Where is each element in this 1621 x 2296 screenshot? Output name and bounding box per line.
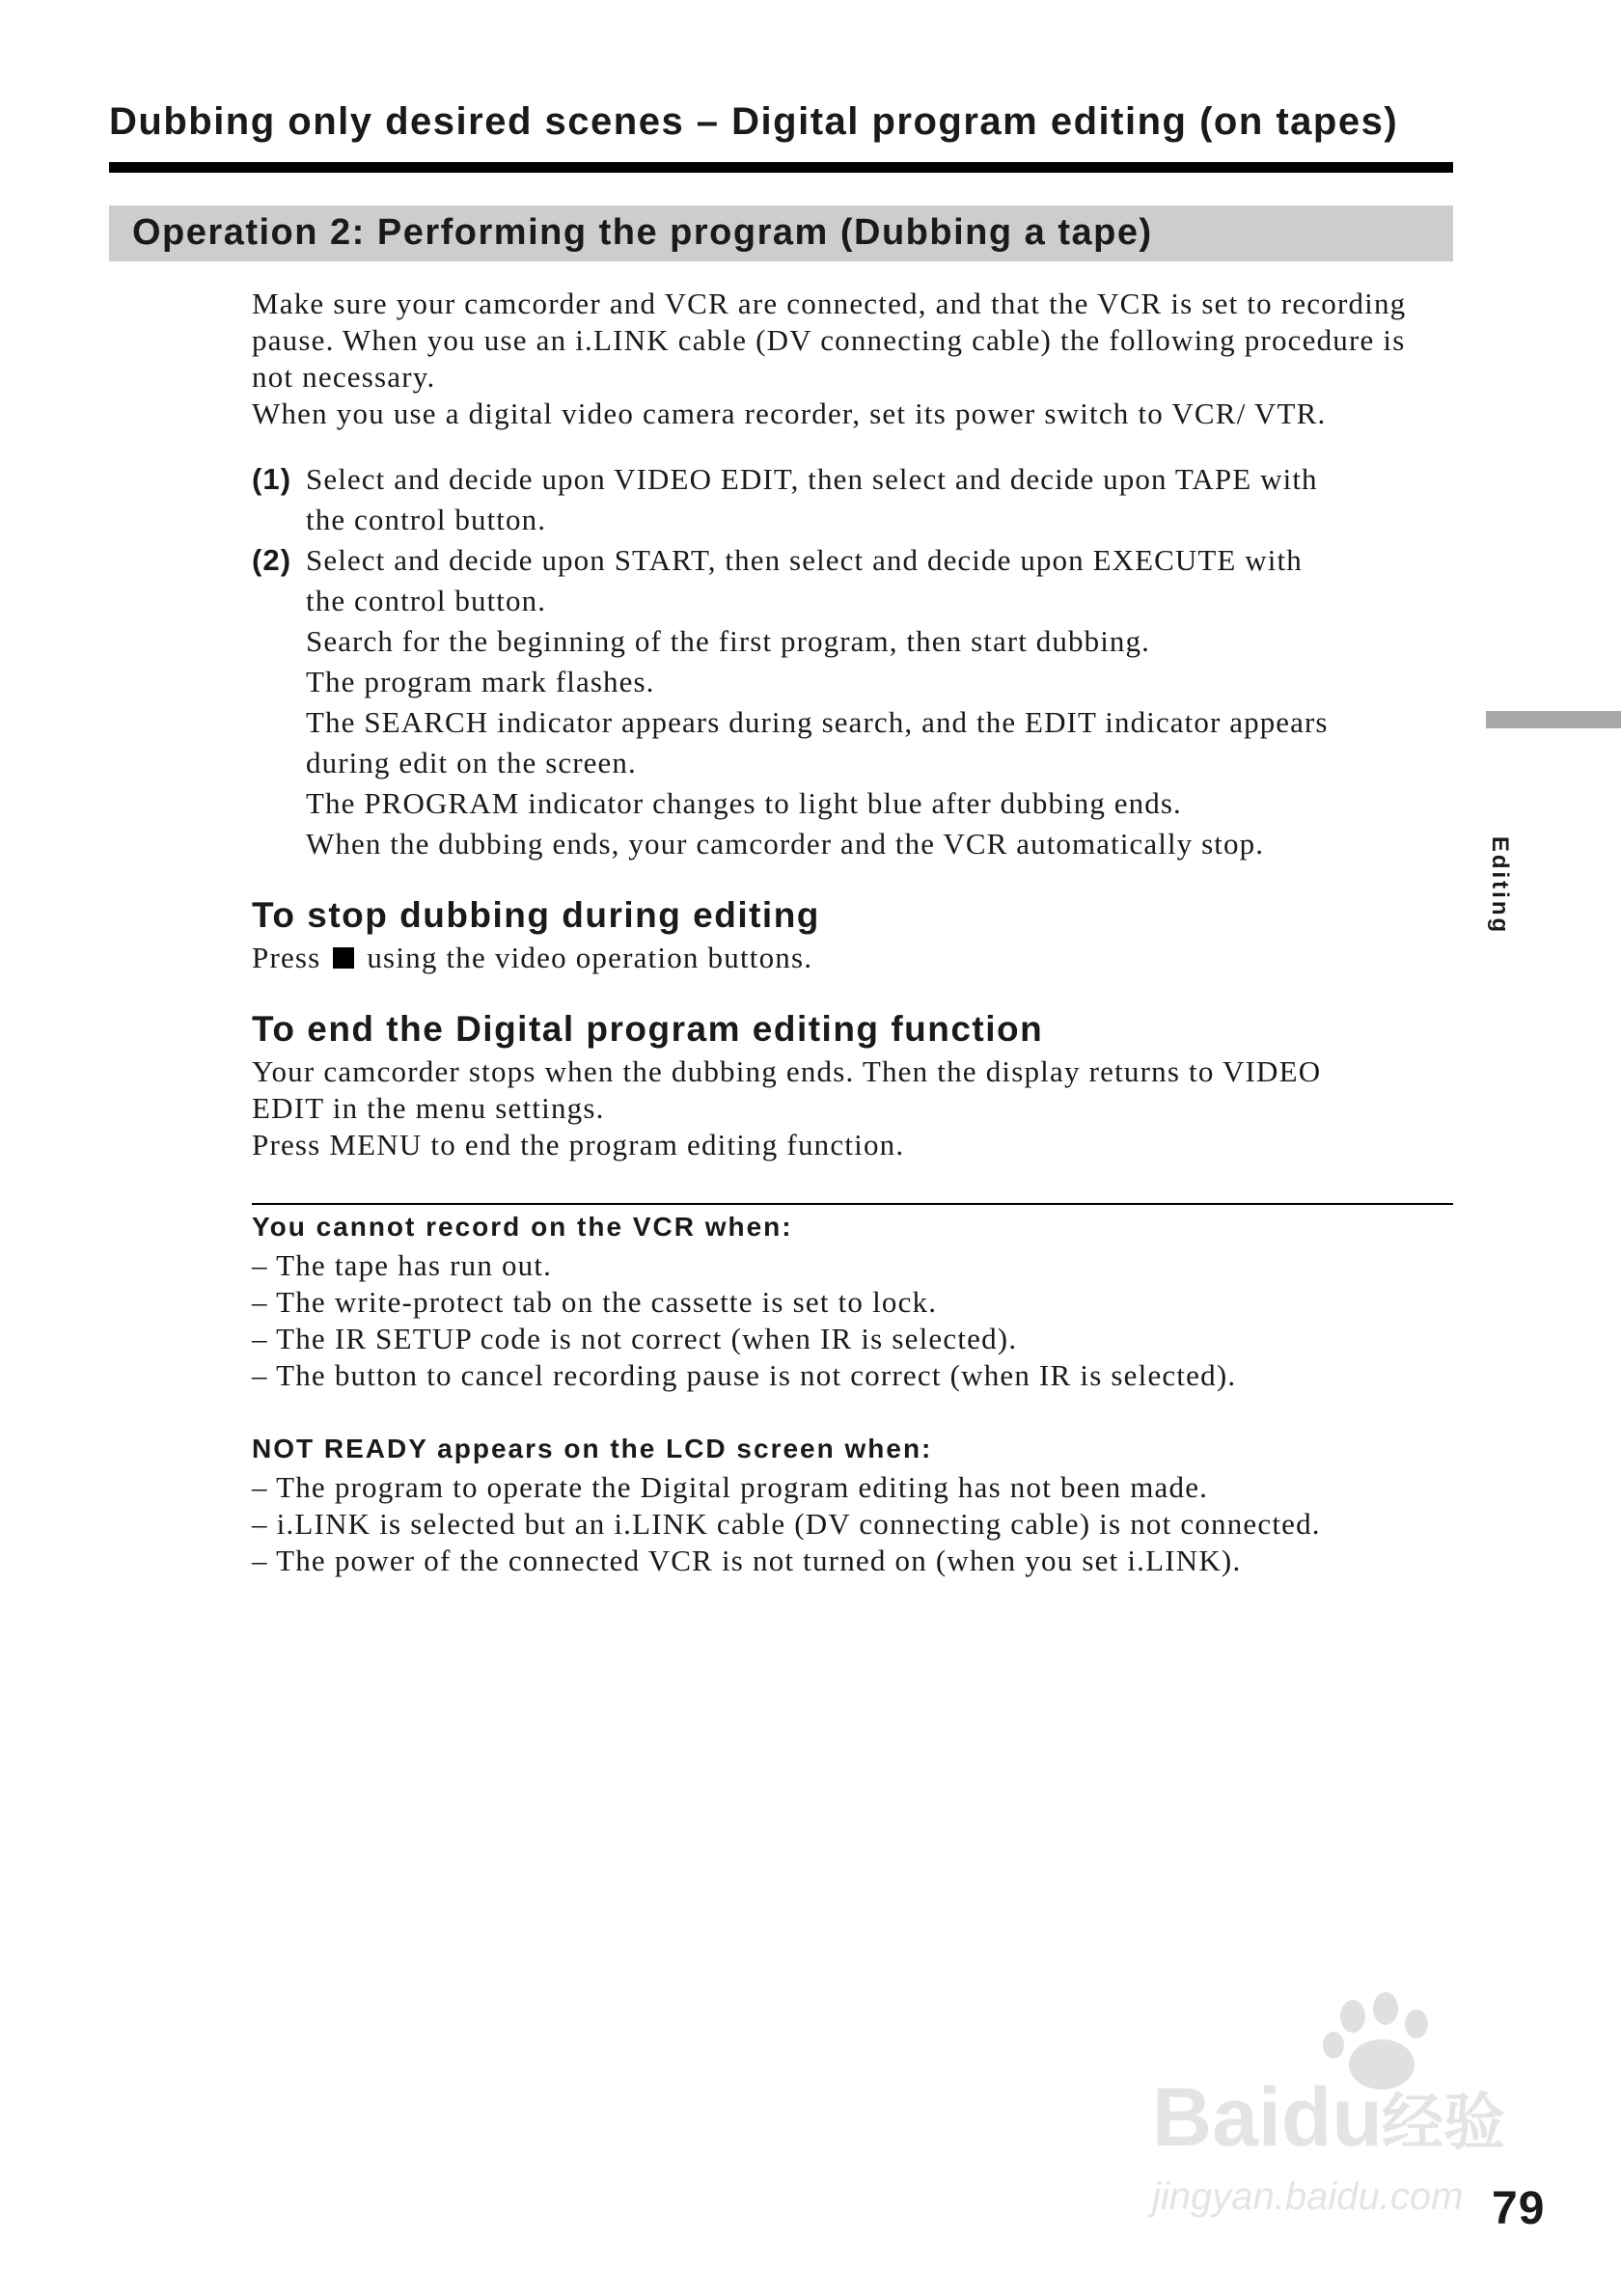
watermark-url-text: jingyan.baidu.com [1152,2175,1464,2218]
note-item: – The power of the connected VCR is not turned on (when you set i.LINK). [252,1544,1242,1577]
step-line: When the dubbing ends, your camcorder and the VCR automatically stop. [306,827,1265,861]
stop-text-after: using the video operation buttons. [367,941,813,974]
note-list [252,1247,1458,1394]
intro-line: When you use a digital video camera recorder, set its power switch to VCR/ VTR. [252,396,1327,430]
watermark-brand-text: Baidu [1152,2071,1383,2164]
note-item: – The tape has run out. [252,1248,553,1282]
step-line: The program mark flashes. [306,665,655,698]
end-function-text [252,1053,1458,1163]
baidu-watermark-logo [1142,1982,1548,2232]
end-function-line: Press MENU to end the program editing function. [252,1128,905,1162]
note-item: – i.LINK is selected but an i.LINK cable (DV connecting cable) is not connected. [252,1507,1321,1541]
page-number: 79 [1492,2183,1546,2234]
page-title: Dubbing only desired scenes – Digital program editing (on tapes) [109,100,1399,143]
intro-line: not necessary. [252,360,436,394]
note-list [252,1469,1458,1579]
step-line: during edit on the screen. [306,746,637,779]
step-line: The PROGRAM indicator changes to light blue after dubbing ends. [306,786,1182,820]
side-tab-label: Editing [1487,835,1513,936]
stop-dubbing-text [252,940,1458,976]
side-tab [1480,828,1519,943]
note-heading: You cannot record on the VCR when: [252,1212,793,1242]
intro-line: Make sure your camcorder and VCR are connected, and that the VCR is set to recording [252,287,1407,320]
title-rule [109,162,1453,173]
note-heading: NOT READY appears on the LCD screen when: [252,1434,933,1463]
stop-square-icon [333,947,354,969]
end-function-line: EDIT in the menu settings. [252,1091,605,1125]
step-line: Select and decide upon VIDEO EDIT, then select and decide upon TAPE with [306,462,1318,496]
end-function-line: Your camcorder stops when the dubbing ends. Then the display returns to VIDEO [252,1054,1322,1088]
stop-text-before: Press [252,941,321,974]
intro-line: pause. When you use an i.LINK cable (DV connecting cable) the following procedure is [252,323,1406,357]
note-item: – The write-protect tab on the cassette is set to lock. [252,1285,938,1319]
section-heading-bar [109,205,1453,261]
end-function-heading: To end the Digital program editing function [252,1009,1044,1049]
step-line: Search for the beginning of the first program, then start dubbing. [306,624,1150,658]
step-line: the control button. [306,584,547,617]
note-item: – The button to cancel recording pause is not correct (when IR is selected). [252,1358,1237,1392]
note-item: – The IR SETUP code is not correct (when IR is selected). [252,1322,1018,1355]
step-line: the control button. [306,503,547,536]
section-title: Operation 2: Performing the program (Dubbing a tape) [132,212,1153,253]
intro-paragraph [252,286,1458,432]
step-line: The SEARCH indicator appears during search, and the EDIT indicator appears [306,705,1329,739]
step-line: Select and decide upon START, then select and decide upon EXECUTE with [306,543,1303,577]
watermark-chinese-text: 经验 [1382,2088,1505,2159]
step-number: (2) [252,543,292,577]
note-item: – The program to operate the Digital program editing has not been made. [252,1470,1209,1504]
step-number: (1) [252,462,292,496]
notes-divider [252,1203,1453,1205]
side-tab-bar [1486,711,1621,728]
stop-dubbing-heading: To stop dubbing during editing [252,895,820,935]
